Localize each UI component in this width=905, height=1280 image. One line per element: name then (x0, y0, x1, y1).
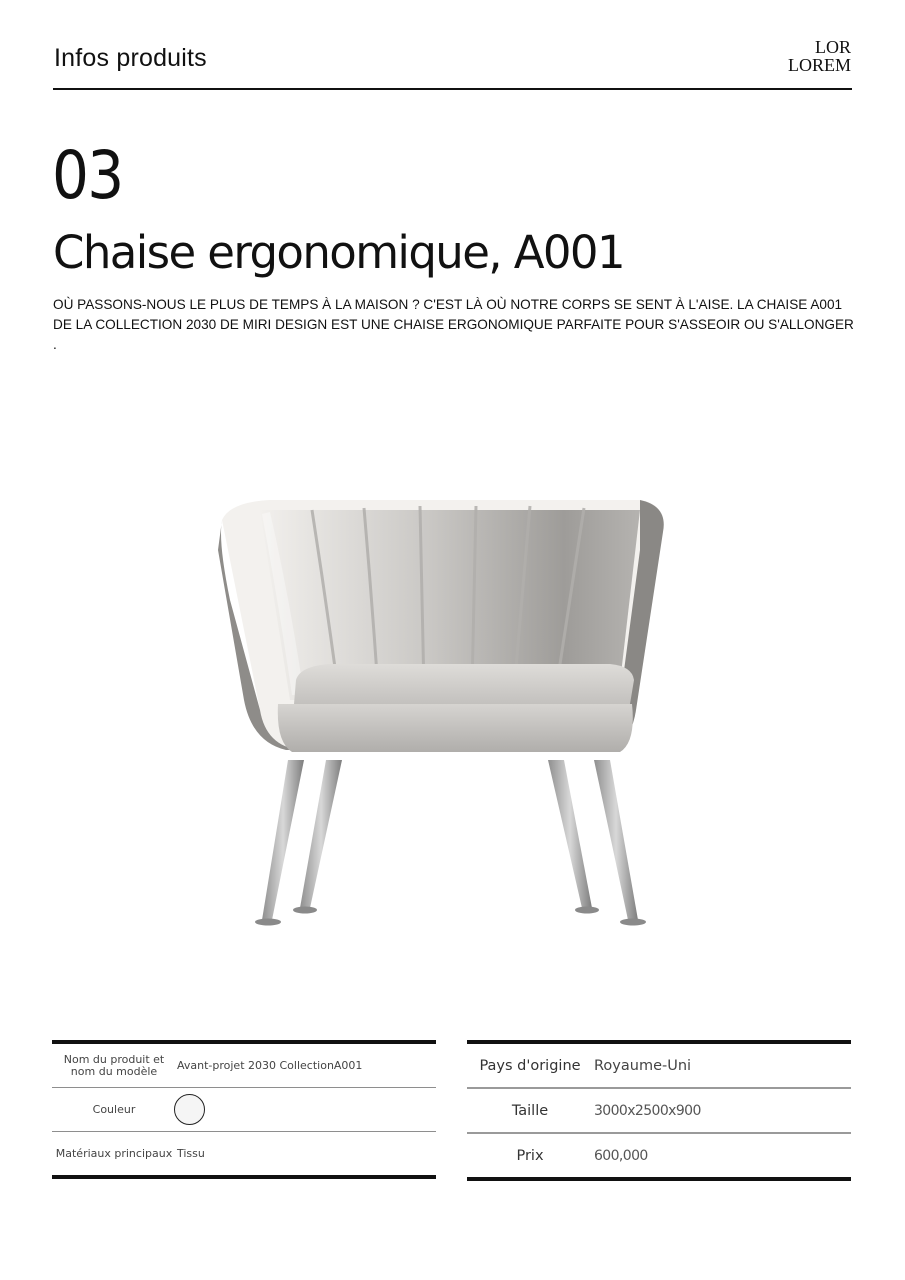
header-divider (53, 88, 852, 90)
color-swatch (174, 1094, 205, 1125)
spec-value-material: Tissu (177, 1147, 205, 1160)
spec-value-price: 600,000 (594, 1147, 648, 1164)
spec-row-material (52, 1132, 436, 1175)
header-title: Infos produits (54, 44, 207, 72)
logo-line-2: LOREM (788, 55, 851, 75)
chair-illustration (200, 480, 720, 940)
spec-value-name: Avant-projet 2030 CollectionA001 (177, 1059, 363, 1072)
spec-label-color: Couleur (92, 1102, 136, 1116)
chair-image (200, 480, 720, 940)
brand-logo (788, 38, 851, 74)
specs-table-right (467, 1040, 851, 1181)
specs-table-left (52, 1040, 436, 1179)
spec-row-price (467, 1134, 851, 1177)
spec-value-origin: Royaume-Uni (594, 1057, 692, 1074)
logo-line-1: LOR (815, 37, 851, 57)
spec-row-name (52, 1044, 436, 1088)
spec-row-size (467, 1089, 851, 1134)
spec-label-material: Matériaux principaux (55, 1146, 173, 1160)
product-description: OÙ PASSONS-NOUS LE PLUS DE TEMPS À LA MAISON ? C'EST LÀ OÙ NOTRE CORPS SE SENT À L'AISE. LA CHAISE A001 DE LA COLLECTION 2030 DE MIRI DESIGN EST UNE CHAISE ERGONOMIQUE PARFAITE POUR S'ASSEOIR OU S'ALLONGER . (53, 297, 854, 352)
spec-label-size: Taille (511, 1102, 549, 1119)
spec-row-origin (467, 1044, 851, 1089)
spec-row-color (52, 1088, 436, 1132)
spec-label-origin: Pays d'origine (479, 1057, 581, 1074)
product-number: 03 (52, 137, 123, 214)
spec-label-name: Nom du produit et nom du modèle (63, 1052, 165, 1078)
product-title: Chaise ergonomique, A001 (53, 226, 624, 279)
spec-label-price: Prix (516, 1147, 544, 1164)
spec-value-size: 3000x2500x900 (594, 1102, 701, 1119)
